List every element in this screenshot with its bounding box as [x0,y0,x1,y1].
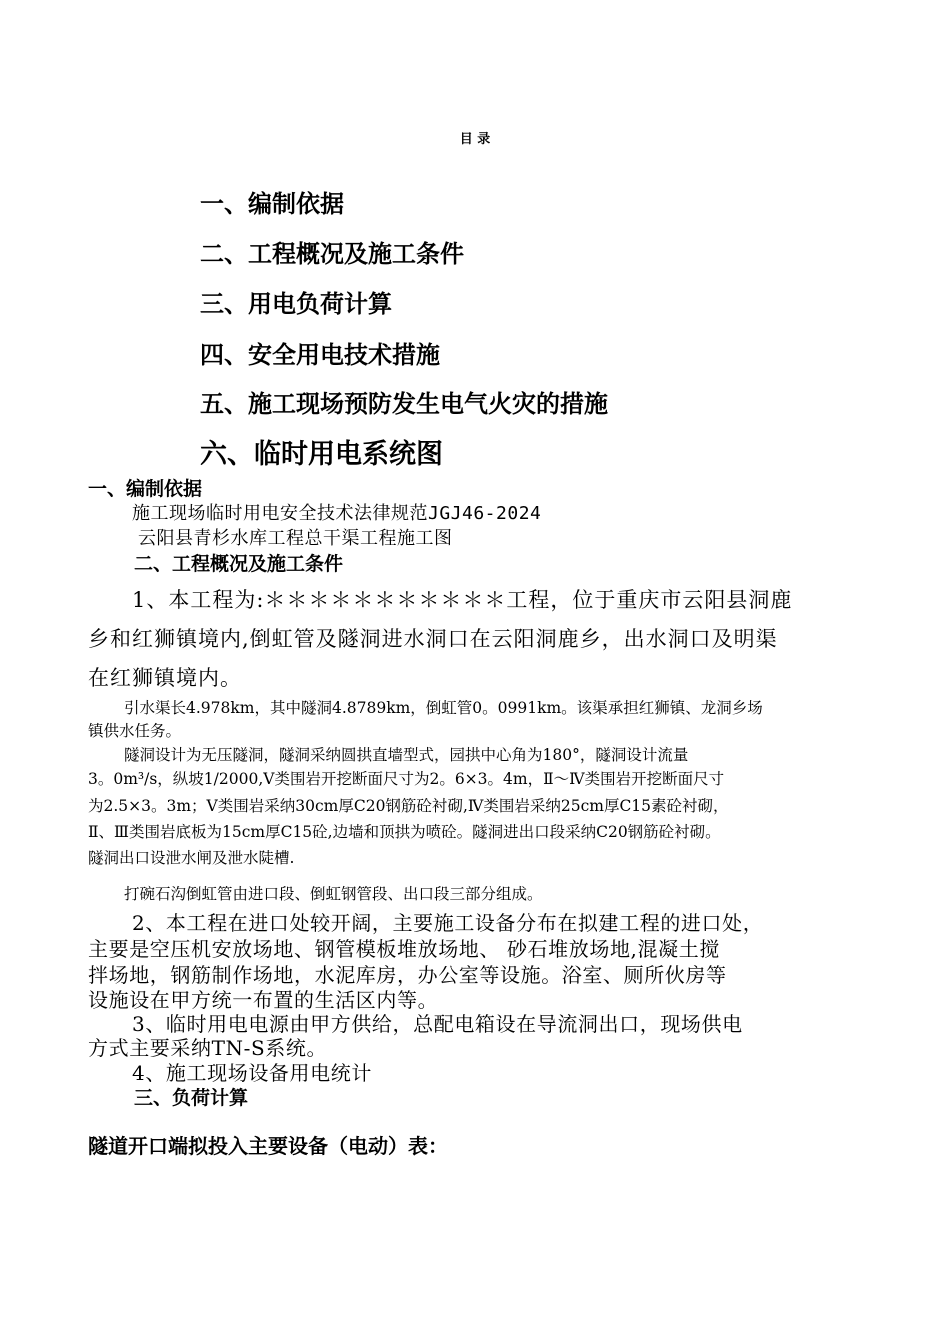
paragraph-3-line-4: Ⅱ、Ⅲ类围岩底板为15cm厚C15砼,边墙和顶拱为喷砼。隧洞进出口段采纳C20钢筋砼衬砌。 [88,823,721,841]
paragraph-1-line-1: 1、本工程为:＊＊＊＊＊＊＊＊＊＊＊工程，位于重庆市云阳县洞鹿 [132,588,793,612]
reference-1: 施工现场临时用电安全技术法律规范JGJ46-2024 [132,503,542,524]
paragraph-3-line-3: 为2.5×3。3m；Ⅴ类围岩采纳30cm厚C20钢筋砼衬砌,Ⅳ类围岩采纳25cm厚C15素砼衬砌， [88,797,729,815]
toc-item-2: 二、工程概况及施工条件 [200,240,464,268]
table-caption: 隧道开口端拟投入主要设备（电动）表： [88,1134,448,1158]
paragraph-1-line-3: 在红狮镇境内。 [88,666,242,690]
toc-item-6: 六、临时用电系统图 [200,439,443,470]
paragraph-3-line-1: 隧洞设计为无压隧洞，隧洞采纳圆拱直墙型式，园拱中心角为180°，隧洞设计流量 [124,746,689,764]
toc-title: 目 录 [459,132,491,147]
paragraph-5-line-1: 2、本工程在进口处较开阔，主要施工设备分布在拟建工程的进口处， [132,911,764,935]
toc-item-1: 一、编制依据 [200,190,344,218]
paragraph-2-line-2: 镇供水任务。 [88,722,182,740]
section3-heading: 三、负荷计算 [134,1087,249,1109]
toc-item-4: 四、安全用电技术措施 [200,341,440,369]
paragraph-2-line-1: 引水渠长4.978km，其中隧洞4.8789km，倒虹管0。0991km。该渠承担红狮镇、龙洞乡场 [124,699,763,717]
paragraph-6-line-2: 方式主要采纳TN-S系统。 [88,1036,328,1060]
paragraph-3-line-5: 隧洞出口设泄水闸及泄水陡槽. [88,849,295,867]
toc-item-3: 三、用电负荷计算 [200,290,392,318]
reference-2: 云阳县青杉水库工程总干渠工程施工图 [138,528,453,549]
paragraph-1-line-2: 乡和红狮镇境内,倒虹管及隧洞进水洞口在云阳洞鹿乡，出水洞口及明渠 [88,627,778,651]
paragraph-4: 打碗石沟倒虹管由进口段、倒虹钢管段、出口段三部分组成。 [124,885,543,903]
toc-item-5: 五、施工现场预防发生电气火灾的措施 [200,390,608,418]
section1-heading: 一、编制依据 [88,478,203,500]
paragraph-7: 4、施工现场设备用电统计 [132,1061,372,1085]
section2-heading: 二、工程概况及施工条件 [134,553,344,575]
paragraph-5-line-3: 拌场地，钢筋制作场地，水泥库房，办公室等设施。浴室、厕所伙房等 [88,963,727,987]
paragraph-6-line-1: 3、临时用电电源由甲方供给，总配电箱设在导流洞出口，现场供电 [132,1012,743,1036]
paragraph-5-line-2: 主要是空压机安放场地、钢管模板堆放场地、 砂石堆放场地,混凝土搅 [88,937,720,961]
paragraph-3-line-2: 3。0m³/s，纵坡1/2000,Ⅴ类围岩开挖断面尺寸为2。6×3。4m，Ⅱ～Ⅳ类围岩开挖断面尺寸 [88,770,725,788]
paragraph-5-line-4: 设施设在甲方统一布置的生活区内等。 [88,988,439,1012]
